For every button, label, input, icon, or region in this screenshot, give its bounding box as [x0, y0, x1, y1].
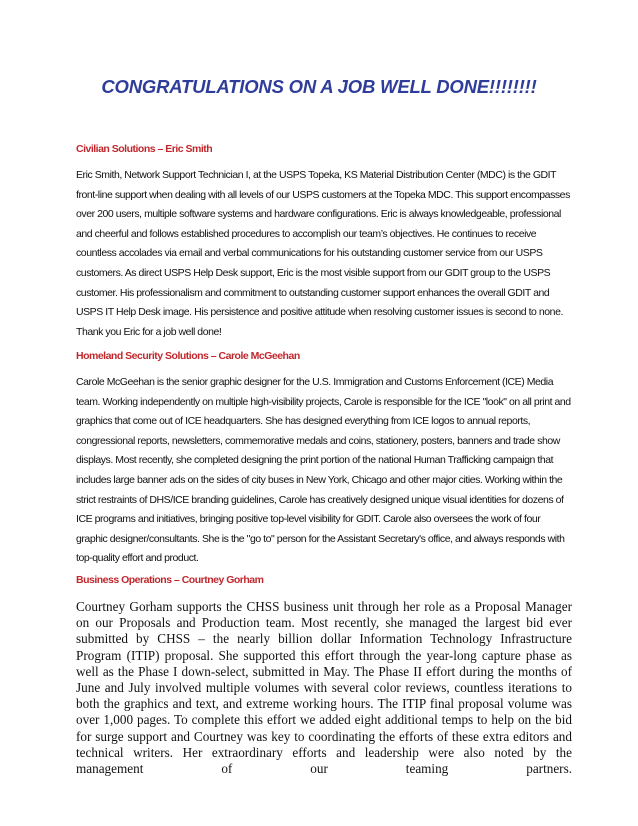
section-body: Courtney Gorham supports the CHSS business unit through her role as a Proposal Manager on our Proposals and Production team. Most recently, she managed the largest bid ever submitted by CHSS – the nearly billion dollar Information Technology Infrastructure Program (ITIP) proposal. She supported this effort through the year-long capture phase as well as the Phase I down-select, submitted in May. The Phase II effort during the months of June and July involved multiple volumes with several color reviews, countless iterations to both the graphics and text, and extreme working hours. The ITIP final proposal volume was over 1,000 pages. To complete this effort we added eight additional temps to help on the bid for surge support and Courtney was key to coordinating the efforts of these extra editors and technical writers. Her extraordinary efforts and leadership were also noted by the management of our teaming partners.	[76, 599, 572, 777]
page-title: CONGRATULATIONS ON A JOB WELL DONE!!!!!!!!	[101, 76, 537, 97]
section-body: Carole McGeehan is the senior graphic designer for the U.S. Immigration and Customs Enforcement (ICE) Media team. Working independently on multiple high-visibility projects, Carole is responsible for the ICE "look" on all print and graphics that come out of ICE headquarters. She has designed everything from ICE logos to annual reports, congressional reports, newsletters, commemorative medals and coins, stationery, posters, banners and trade show displays. Most recently, she completed designing the print portion of the national Human Trafficking campaign that includes large banner ads on the sides of city buses in New York, Chicago and other major cities. Working within the strict restraints of DHS/ICE branding guidelines, Carole has creatively designed unique visual identities for dozens of ICE programs and initiatives, bringing positive top-level visibility for GDIT. Carole also oversees the work of four graphic designer/consultants. She is the "go to" person for the Assistant Secretary's office, and always responds with top-quality effort and product.	[76, 376, 571, 565]
section-civilian-solutions	[76, 142, 572, 342]
section-business-operations	[76, 573, 572, 777]
section-body: Eric Smith, Network Support Technician I, at the USPS Topeka, KS Material Distribution Center (MDC) is the GDIT front-line support when dealing with all levels of our USPS customers at the Topeka MDC. This support encompasses over 200 users, multiple software systems and hardware configurations. Eric is always knowledgeable, professional and cheerful and follows established procedures to accomplish our team’s objectives. He continues to receive countless accolades via email and verbal communications for his outstanding customer service from our USPS customers. As direct USPS Help Desk support, Eric is the most visible support from our GDIT group to the USPS customer. His professionalism and commitment to outstanding customer support enhances the overall GDIT and USPS IT Help Desk image. His persistence and positive attitude when resolving customer issues is second to none. Thank you Eric for a job well done!	[76, 169, 570, 338]
section-heading: Business Operations – Courtney Gorham	[76, 574, 264, 586]
section-heading: Civilian Solutions – Eric Smith	[76, 143, 213, 155]
section-homeland-security-solutions	[76, 349, 572, 569]
section-heading: Homeland Security Solutions – Carole McGeehan	[76, 350, 300, 362]
